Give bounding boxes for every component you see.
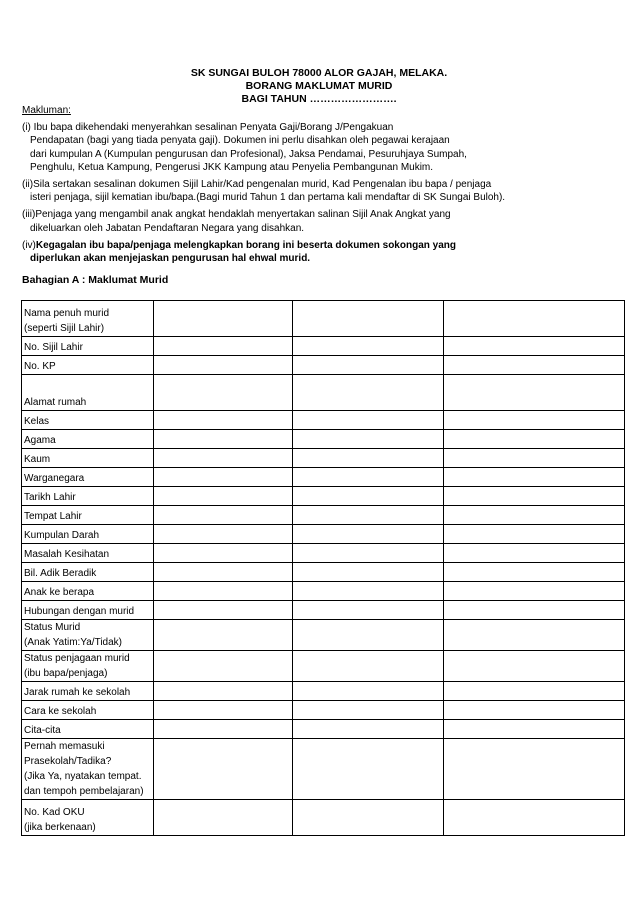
note-text: Kegagalan ibu bapa/penjaga melengkapkan borang ini beserta dokumen sokongan yang (35, 239, 456, 251)
field-input-cell[interactable] (293, 582, 444, 601)
field-input-cell[interactable] (154, 430, 293, 449)
field-label-line: Cita-cita (24, 725, 61, 736)
field-input-cell[interactable] (293, 506, 444, 525)
field-input-cell[interactable] (154, 582, 293, 601)
note-line: (i) Ibu bapa dikehendaki menyerahkan sesalinan Penyata Gaji/Borang J/Pengakuan (22, 122, 394, 134)
field-input-cell[interactable] (154, 720, 293, 739)
field-label-line: Warganegara (24, 473, 85, 484)
field-input-cell[interactable] (293, 430, 444, 449)
field-input-cell[interactable] (444, 411, 625, 430)
table-row (22, 682, 625, 701)
field-input-cell[interactable] (293, 601, 444, 620)
field-label (22, 720, 154, 739)
table-row (22, 651, 625, 682)
form-title: BORANG MAKLUMAT MURID (245, 80, 393, 92)
field-label-line: Kumpulan Darah (24, 530, 100, 541)
field-input-cell[interactable] (154, 506, 293, 525)
field-input-cell[interactable] (154, 468, 293, 487)
field-label (22, 356, 154, 375)
field-label-line: Status penjagaan murid (24, 653, 130, 664)
field-label-line: (Anak Yatim:Ya/Tidak) (24, 637, 122, 648)
field-input-cell[interactable] (444, 430, 625, 449)
notes-title: Makluman: (22, 105, 71, 116)
field-input-cell[interactable] (154, 375, 293, 411)
table-row (22, 739, 625, 800)
field-input-cell[interactable] (154, 651, 293, 682)
field-label (22, 544, 154, 563)
field-input-cell[interactable] (444, 487, 625, 506)
field-input-cell[interactable] (444, 449, 625, 468)
note-item (22, 178, 622, 204)
student-info-table (21, 300, 625, 836)
note-line: (iii)Penjaga yang mengambil anak angkat hendaklah menyertakan salinan Sijil Anak Angkat yang (22, 209, 451, 221)
section-title: Bahagian A : Maklumat Murid (22, 274, 169, 286)
field-input-cell[interactable] (293, 620, 444, 651)
note-line: (ii)Sila sertakan sesalinan dokumen Sijil Lahir/Kad pengenalan murid, Kad Pengenalan ibu bapa / penjaga (22, 179, 492, 191)
table-row (22, 337, 625, 356)
field-input-cell[interactable] (444, 682, 625, 701)
field-input-cell[interactable] (154, 411, 293, 430)
field-label (22, 337, 154, 356)
field-label (22, 651, 154, 682)
field-label-line: Cara ke sekolah (24, 706, 97, 717)
table-row (22, 701, 625, 720)
field-label-line: Jarak rumah ke sekolah (24, 687, 131, 698)
field-input-cell[interactable] (293, 682, 444, 701)
table-row (22, 356, 625, 375)
field-input-cell[interactable] (154, 563, 293, 582)
table-row (22, 563, 625, 582)
field-input-cell[interactable] (293, 563, 444, 582)
table-row (22, 582, 625, 601)
field-label (22, 739, 154, 800)
field-input-cell[interactable] (444, 739, 625, 800)
field-label (22, 620, 154, 651)
field-label (22, 525, 154, 544)
field-input-cell[interactable] (154, 525, 293, 544)
field-input-cell[interactable] (154, 620, 293, 651)
field-input-cell[interactable] (154, 601, 293, 620)
note-item (22, 208, 622, 234)
field-input-cell[interactable] (444, 468, 625, 487)
note-line: dari kumpulan A (Kumpulan pengurusan dan Profesional), Jaksa Pendamai, Pesuruhjaya Sumpah, (30, 148, 467, 160)
field-label-line: dan tempoh pembelajaran) (24, 786, 144, 797)
table-row (22, 620, 625, 651)
field-label-line: No. KP (24, 361, 56, 372)
field-label-line: Kelas (24, 416, 50, 427)
note-item-warning (22, 239, 622, 265)
field-label-line: Agama (24, 435, 56, 446)
field-input-cell[interactable] (293, 356, 444, 375)
year-line: BAGI TAHUN ……………………. (241, 93, 397, 105)
note-item (22, 121, 622, 174)
field-label (22, 430, 154, 449)
field-label-line: (ibu bapa/penjaga) (24, 668, 108, 679)
field-label-line: Nama penuh murid (24, 308, 110, 319)
note-line (22, 239, 622, 252)
field-label-line: No. Kad OKU (24, 807, 85, 818)
field-label-line: Status Murid (24, 622, 81, 633)
table-row (22, 601, 625, 620)
table-row (22, 544, 625, 563)
table-row (22, 430, 625, 449)
field-input-cell[interactable] (293, 739, 444, 800)
field-label-line: (seperti Sijil Lahir) (24, 323, 105, 334)
field-input-cell[interactable] (444, 563, 625, 582)
table-row (22, 375, 625, 411)
field-input-cell[interactable] (444, 620, 625, 651)
field-input-cell[interactable] (444, 375, 625, 411)
field-label (22, 682, 154, 701)
field-input-cell[interactable] (293, 487, 444, 506)
field-input-cell[interactable] (293, 525, 444, 544)
table-row (22, 525, 625, 544)
field-input-cell[interactable] (444, 582, 625, 601)
field-label-line: Bil. Adik Beradik (24, 568, 97, 579)
field-input-cell[interactable] (444, 651, 625, 682)
field-label-line: (Jika Ya, nyatakan tempat. (24, 771, 142, 782)
table-row (22, 487, 625, 506)
field-input-cell[interactable] (444, 601, 625, 620)
note-line: isteri penjaga, sijil kematian ibu/bapa.(Bagi murid Tahun 1 dan pertama kali mendaftar di SK Sungai Buloh). (30, 192, 506, 204)
field-label-line: Pernah memasuki (24, 741, 105, 752)
field-input-cell[interactable] (444, 506, 625, 525)
field-label-line: Anak ke berapa (24, 587, 95, 598)
field-label-line: Alamat rumah (24, 397, 87, 408)
note-number: (iv) (22, 239, 36, 251)
field-label-line: Tarikh Lahir (24, 492, 76, 503)
field-input-cell[interactable] (154, 544, 293, 563)
table-row (22, 411, 625, 430)
field-label (22, 601, 154, 620)
field-input-cell[interactable] (293, 337, 444, 356)
field-input-cell[interactable] (293, 800, 444, 836)
table-row (22, 506, 625, 525)
field-input-cell[interactable] (444, 701, 625, 720)
field-input-cell[interactable] (154, 449, 293, 468)
note-line: dikeluarkan oleh Jabatan Pendaftaran Negara yang disahkan. (30, 222, 305, 234)
field-input-cell[interactable] (293, 544, 444, 563)
field-input-cell[interactable] (154, 487, 293, 506)
field-input-cell[interactable] (444, 337, 625, 356)
field-label-line: Masalah Kesihatan (24, 549, 110, 560)
field-input-cell[interactable] (444, 720, 625, 739)
field-label-line: Tempat Lahir (24, 511, 82, 522)
field-label-line: (jika berkenaan) (24, 822, 96, 833)
school-address: SK SUNGAI BULOH 78000 ALOR GAJAH, MELAKA. (190, 67, 448, 79)
field-input-cell[interactable] (154, 356, 293, 375)
field-input-cell[interactable] (154, 301, 293, 337)
table-row (22, 468, 625, 487)
field-label (22, 701, 154, 720)
field-input-cell[interactable] (293, 301, 444, 337)
field-label (22, 487, 154, 506)
field-label (22, 411, 154, 430)
table-row (22, 720, 625, 739)
field-label (22, 582, 154, 601)
field-label-line: Hubungan dengan murid (24, 606, 135, 617)
field-input-cell[interactable] (444, 525, 625, 544)
field-input-cell[interactable] (154, 800, 293, 836)
field-label-line: No. Sijil Lahir (24, 342, 83, 353)
note-line: diperlukan akan menjejaskan pengurusan hal ehwal murid. (30, 253, 311, 265)
field-label (22, 506, 154, 525)
field-input-cell[interactable] (154, 701, 293, 720)
field-input-cell[interactable] (154, 682, 293, 701)
field-label (22, 563, 154, 582)
field-label (22, 468, 154, 487)
field-input-cell[interactable] (293, 651, 444, 682)
field-input-cell[interactable] (154, 739, 293, 800)
field-input-cell[interactable] (444, 800, 625, 836)
table-row (22, 301, 625, 337)
table-row (22, 800, 625, 836)
field-input-cell[interactable] (293, 411, 444, 430)
note-line: Pendapatan (bagi yang tiada penyata gaji). Dokumen ini perlu disahkan oleh pegawai kerajaan (30, 135, 450, 147)
field-label-line: Kaum (24, 454, 51, 465)
field-label (22, 375, 154, 411)
table-row (22, 449, 625, 468)
field-input-cell[interactable] (293, 720, 444, 739)
note-line: Penghulu, Ketua Kampung, Pengerusi JKK Kampung atau Penyelia Pembangunan Mukim. (30, 161, 434, 173)
field-label-line: Prasekolah/Tadika? (24, 756, 112, 767)
field-label (22, 800, 154, 836)
field-label (22, 449, 154, 468)
field-input-cell[interactable] (154, 337, 293, 356)
field-label (22, 301, 154, 337)
field-input-cell[interactable] (444, 356, 625, 375)
field-input-cell[interactable] (293, 449, 444, 468)
notes-section (22, 104, 622, 265)
field-input-cell[interactable] (293, 468, 444, 487)
field-input-cell[interactable] (293, 375, 444, 411)
field-input-cell[interactable] (444, 301, 625, 337)
field-input-cell[interactable] (293, 701, 444, 720)
field-input-cell[interactable] (444, 544, 625, 563)
form-header (0, 67, 638, 106)
